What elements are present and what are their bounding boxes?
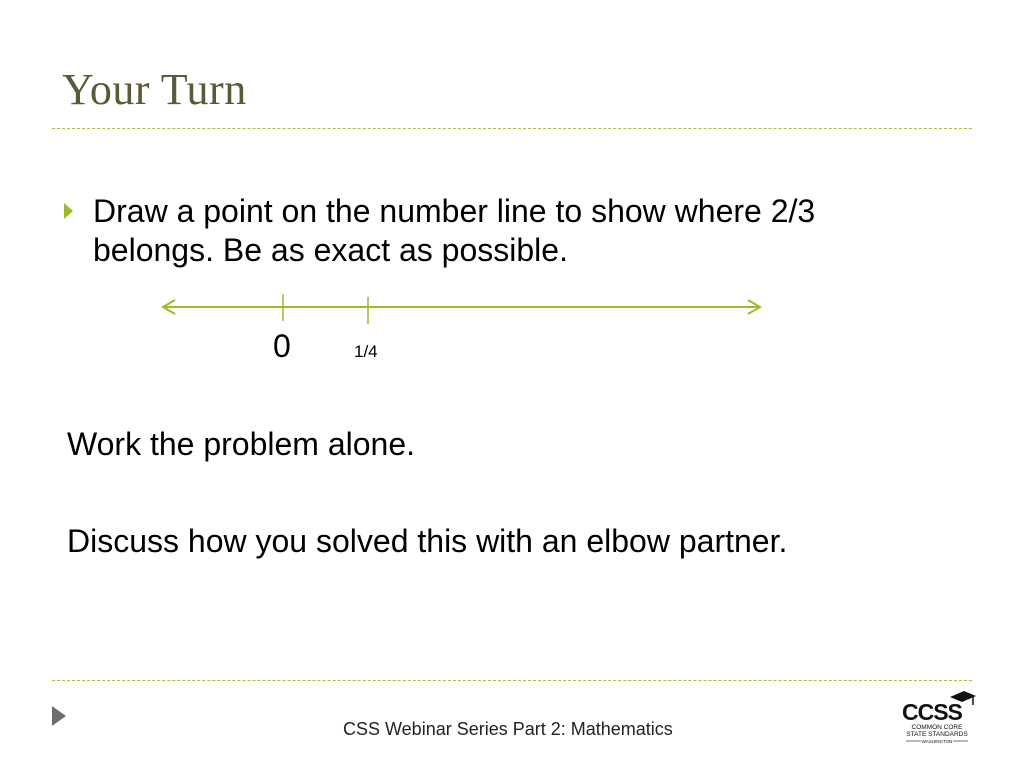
svg-text:WASHINGTON: WASHINGTON: [921, 739, 953, 744]
svg-text:STATE STANDARDS: STATE STANDARDS: [906, 731, 968, 738]
bullet-text: Draw a point on the number line to show where 2/3 belongs. Be as exact as possible.: [93, 193, 816, 268]
svg-text:COMMON CORE: COMMON CORE: [911, 724, 963, 731]
slide-title: Your Turn: [62, 65, 247, 114]
tick-label-one-quarter: 1/4: [354, 342, 378, 361]
ccss-logo: [898, 688, 976, 748]
svg-text:CCSS: CCSS: [902, 699, 962, 725]
footer-text: CSS Webinar Series Part 2: Mathematics: [343, 719, 673, 739]
footer-arrow-icon: [52, 706, 66, 726]
footer-divider: [52, 680, 972, 681]
instruction-alone: Work the problem alone.: [67, 426, 416, 462]
instruction-discuss: Discuss how you solved this with an elbow partner.: [67, 523, 788, 559]
tick-label-zero: 0: [273, 328, 291, 364]
